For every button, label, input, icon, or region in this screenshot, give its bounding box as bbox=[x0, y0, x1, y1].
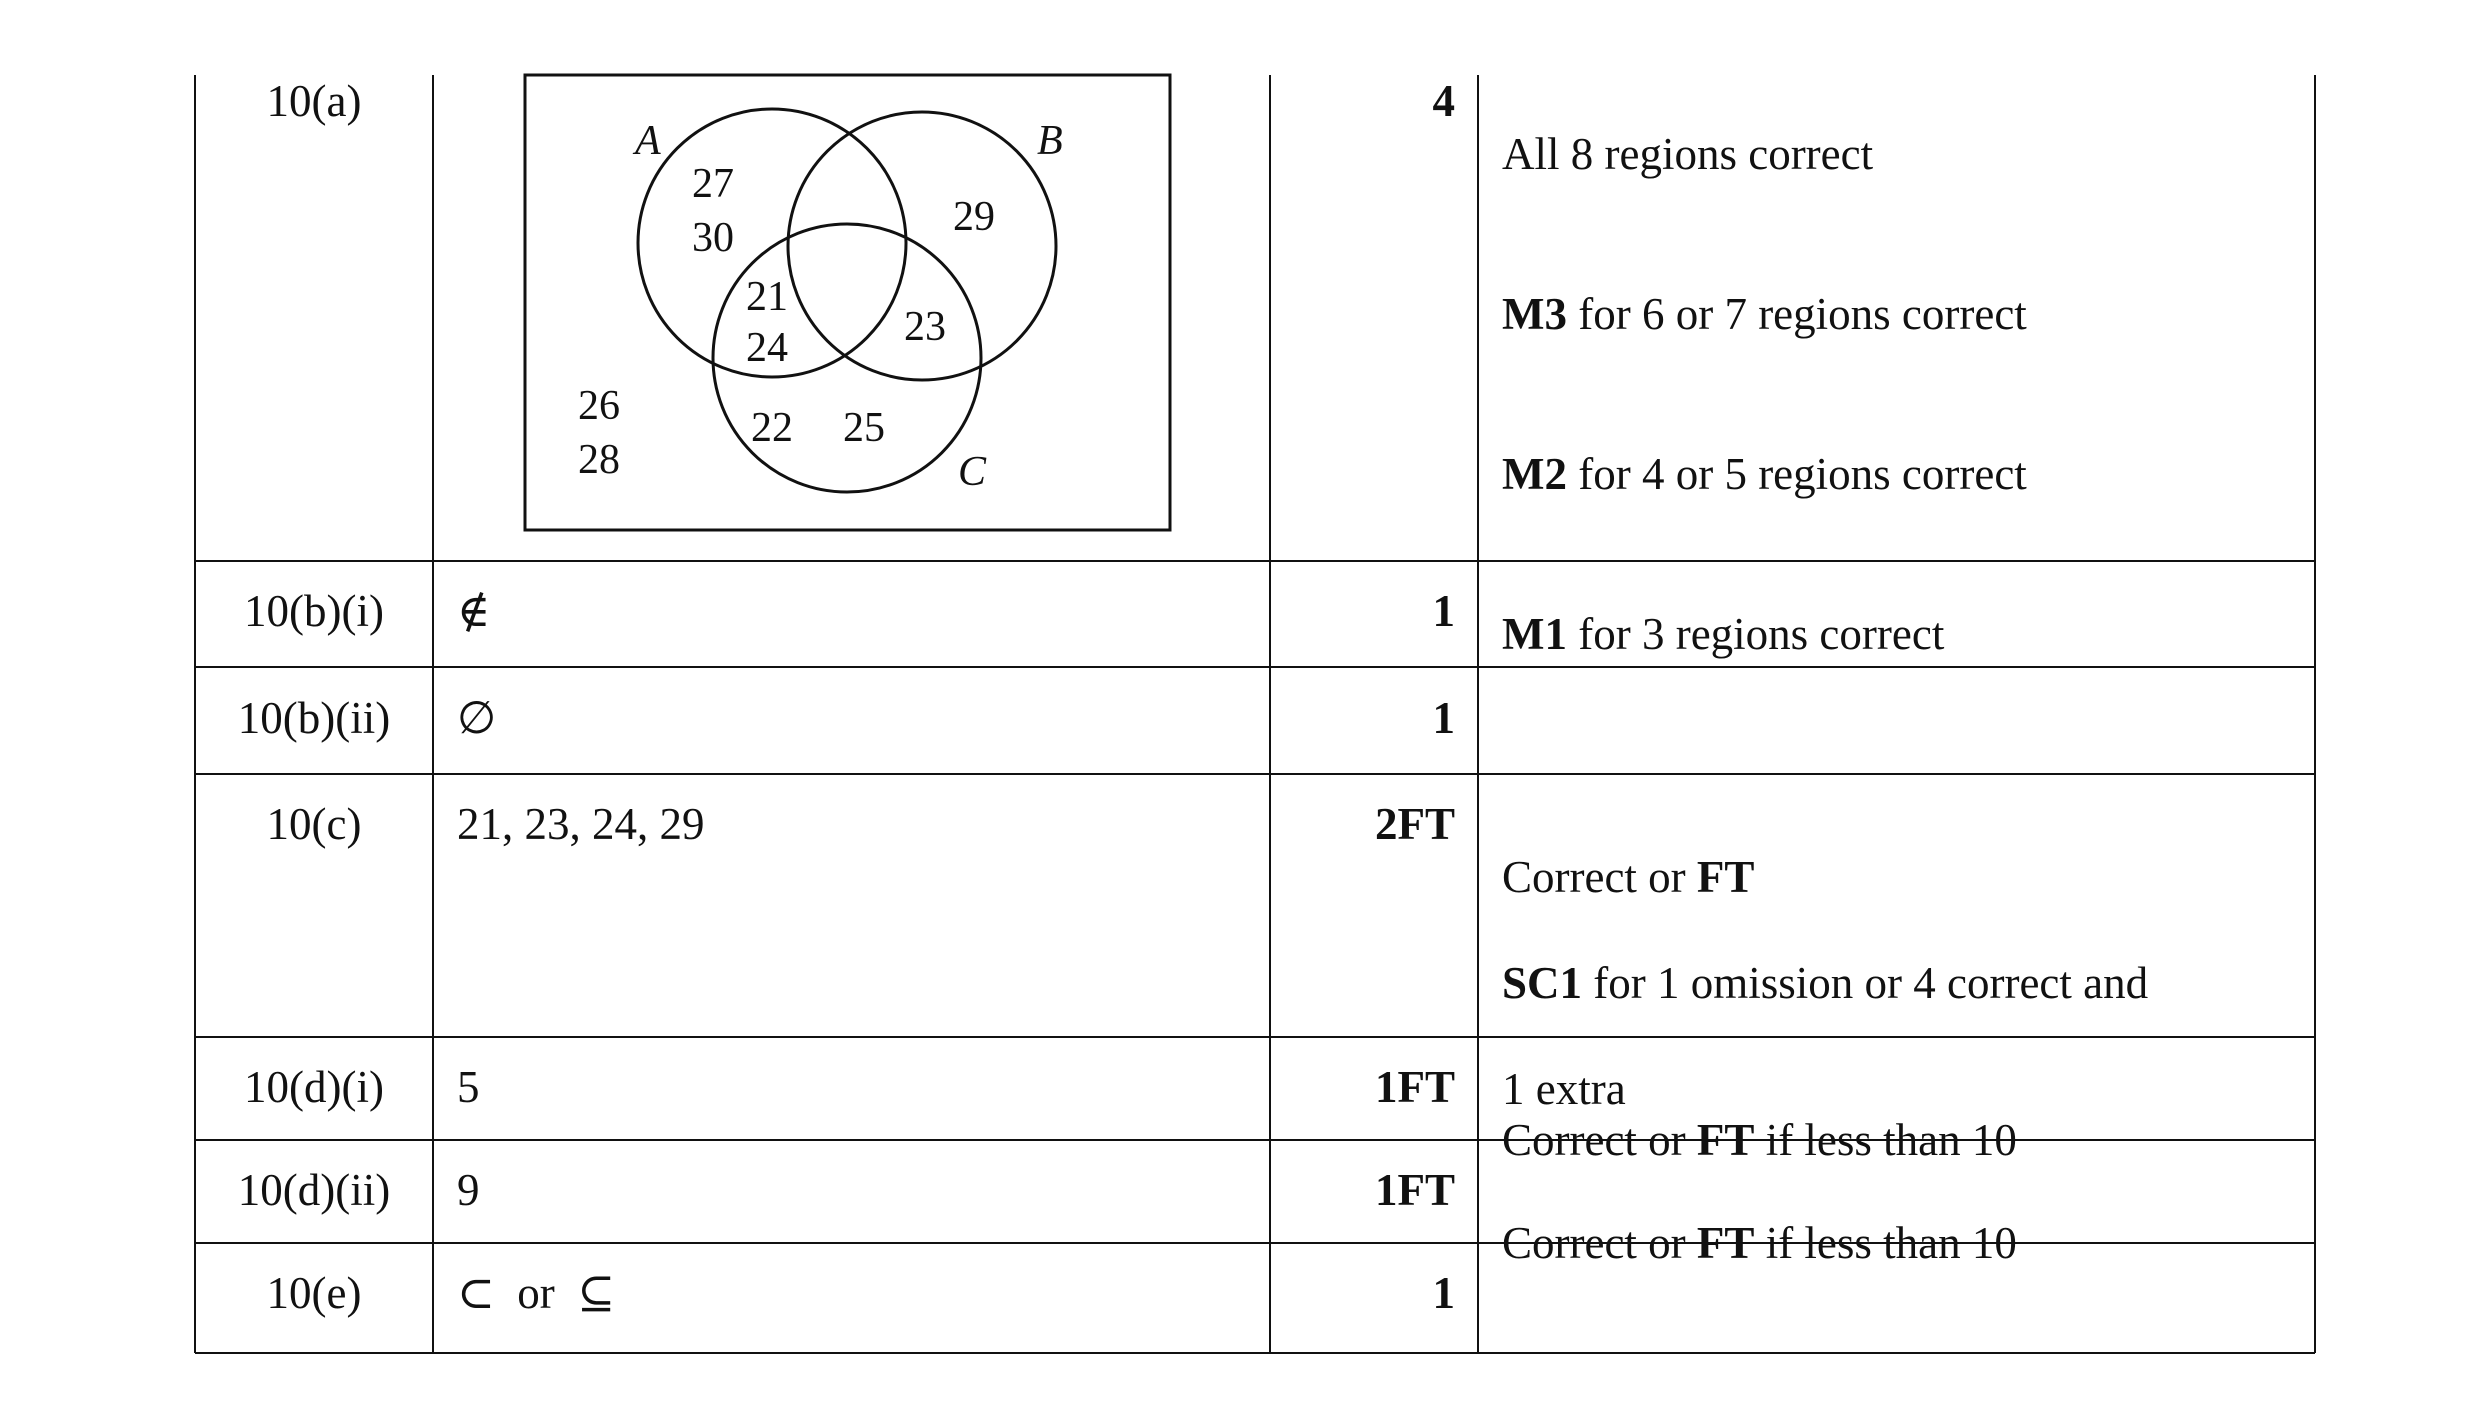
outside-value-2: 28 bbox=[578, 437, 620, 483]
answer: ∅ bbox=[457, 693, 497, 743]
label-c: C bbox=[958, 449, 987, 495]
marks: 1 bbox=[1432, 1268, 1455, 1318]
guidance-line: All 8 regions correct bbox=[1502, 129, 1874, 179]
outside-value-1: 26 bbox=[578, 383, 620, 429]
question-number: 10(b)(i) bbox=[244, 586, 384, 636]
c-only-value-1: 22 bbox=[751, 405, 793, 451]
guidance-line: M1 for 3 regions correct bbox=[1502, 609, 1945, 659]
marks: 4 bbox=[1432, 76, 1455, 126]
question-number: 10(c) bbox=[266, 799, 362, 849]
answer: 9 bbox=[457, 1165, 480, 1215]
a-only-value-2: 30 bbox=[692, 215, 734, 261]
answer: 5 bbox=[457, 1062, 480, 1112]
guidance-line: M2 for 4 or 5 regions correct bbox=[1502, 449, 2027, 499]
a-and-c-value-1: 21 bbox=[746, 274, 788, 320]
marks: 1 bbox=[1432, 693, 1455, 743]
guidance-line: 1 extra bbox=[1502, 1064, 1626, 1114]
universal-set-box bbox=[525, 75, 1170, 530]
question-number: 10(a) bbox=[266, 76, 362, 126]
marks: 1FT bbox=[1374, 1062, 1455, 1112]
a-and-c-value-2: 24 bbox=[746, 325, 788, 371]
label-b: B bbox=[1037, 118, 1063, 164]
guidance bbox=[1502, 75, 2302, 768]
question-number: 10(e) bbox=[266, 1268, 362, 1318]
c-only-value-2: 25 bbox=[843, 405, 885, 451]
marks: 1 bbox=[1432, 586, 1455, 636]
guidance-line: SC1 for 1 omission or 4 correct and bbox=[1502, 958, 2149, 1008]
label-a: A bbox=[635, 118, 661, 164]
marks: 2FT bbox=[1374, 799, 1455, 849]
b-only-value: 29 bbox=[953, 194, 995, 240]
question-number: 10(d)(i) bbox=[244, 1062, 384, 1112]
answer: 21, 23, 24, 29 bbox=[457, 799, 705, 849]
guidance-line: Correct or FT if less than 10 bbox=[1502, 1115, 2017, 1165]
answer: ∉ bbox=[457, 586, 491, 636]
guidance bbox=[1502, 1164, 2302, 1323]
question-number: 10(b)(ii) bbox=[237, 693, 391, 743]
b-and-c-value: 23 bbox=[904, 304, 946, 350]
guidance-line: Correct or FT bbox=[1502, 852, 1755, 902]
marks: 1FT bbox=[1374, 1165, 1455, 1215]
question-number: 10(d)(ii) bbox=[237, 1165, 391, 1215]
guidance-line: M3 for 6 or 7 regions correct bbox=[1502, 289, 2027, 339]
guidance-line: Correct or FT if less than 10 bbox=[1502, 1218, 2017, 1268]
a-only-value-1: 27 bbox=[692, 161, 734, 207]
answer: ⊂ or ⊆ bbox=[457, 1268, 615, 1318]
